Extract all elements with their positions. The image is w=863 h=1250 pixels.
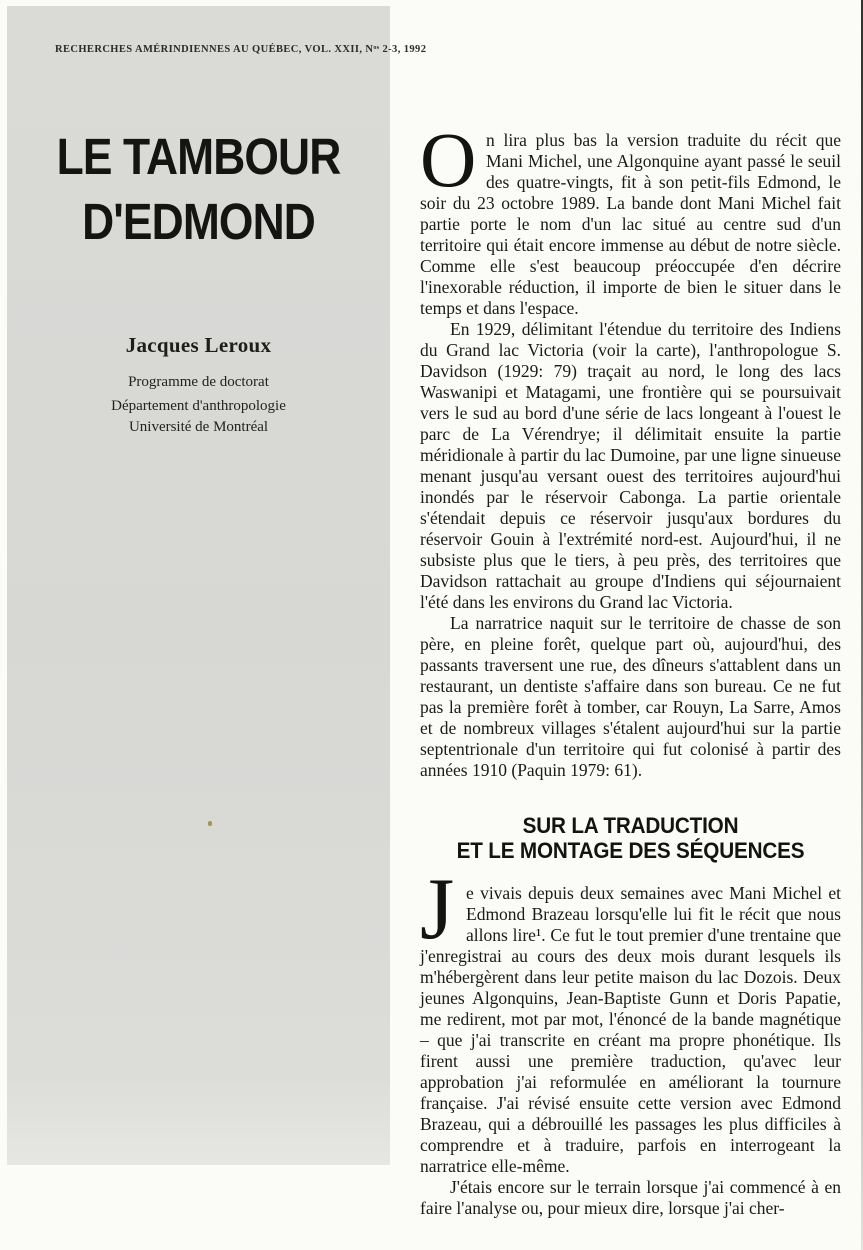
paragraph-narratrice: La narratrice naquit sur le territoire de chasse de son père, en pleine forêt, quelque part où, aujourd'hui, des passants traversent une rue, des dîneurs s'attablent dans un restaurant, un dentiste s'affaire dans son bureau. Ce ne fut pas la première forêt à tomber, car Rouyn, La Sarre, Amos et de nombreux villages s'étalent aujourd'hui sur la partie septentrionale d'un territoire qui fut colonisé à partir des années 1910 (Paquin 1979: 61). xyxy=(420,613,841,780)
section-heading-line2: ET LE MONTAGE DES SÉQUENCES xyxy=(456,838,805,863)
paragraph-traduction-text: e vivais depuis deux semaines avec Mani Michel et Edmond Brazeau lorsqu'elle lui fit le récit que nous allons lire¹. Ce fut le tout premier d'une trentaine que j'enregistrai au cours des deux mois durant lesquels ils m'hébergèrent dans leur petite maison du lac Dozois. Deux jeunes Algonquins, Jean-Baptiste Gunn et Doris Papatie, me redirent, mot par mot, l'énoncé de la bande magnétique – que j'ai transcrite en créant ma propre phonétique. Ils firent aussi une première traduction, qu'avec leur approbation j'ai reformulée en améliorant la tournure française. J'ai révisé ensuite cette version avec Edmond Brazeau, qui a débrouillé les passages les plus difficiles à comprendre et à traduire, parfois en interrogeant la narratrice elle-même. xyxy=(420,883,841,1176)
paragraph-intro xyxy=(420,116,841,319)
author-name: Jacques Leroux xyxy=(125,333,272,357)
article-body xyxy=(420,116,841,1219)
author-university: Université de Montréal xyxy=(128,419,269,435)
author-department: Département d'anthropologie xyxy=(111,398,286,414)
paragraph-terrain: J'étais encore sur le terrain lorsque j'ai commencé à en faire l'analyse ou, pour mieux dire, lorsque j'ai cher- xyxy=(420,1177,841,1218)
paragraph-territory: En 1929, délimitant l'étendue du territoire des Indiens du Grand lac Victoria (voir la carte), l'anthropologue S. Davidson (1929: 79) traçait au nord, le long des lacs Waswanipi et Matagami, une frontière qui se poursuivait vers le sud au bord d'une série de lacs longeant à l'ouest le parc de La Vérendrye; il délimitait ensuite la partie méridionale à partir du lac Dumoine, par une ligne sinueuse menant jusqu'au versant ouest des territoires aujourd'hui inondés par le réservoir Cabonga. La partie orientale s'étendait depuis ce réservoir jusqu'aux bordures du réservoir Gouin à l'extrémité nord-est. Aujourd'hui, il ne subsiste plus que le tiers, à peu près, des territoires que Davidson rattachait au groupe d'Indiens qui séjournaient l'été dans les environs du Grand lac Victoria. xyxy=(420,319,841,612)
author-program: Programme de doctorat xyxy=(128,374,269,390)
article-title xyxy=(32,124,365,254)
running-header: RECHERCHES AMÉRINDIENNES AU QUÉBEC, VOL. XXII, Nᵒˢ 2-3, 1992 xyxy=(55,44,427,55)
article-title-line1: LE TAMBOUR xyxy=(56,128,341,185)
drop-cap-o: O xyxy=(420,116,477,203)
paragraph-intro-text: n lira plus bas la version traduite du récit que Mani Michel, une Algonquine ayant passé le seuil des quatre-vingts, fit à son petit-fils Edmond, le soir du 23 octobre 1989. La bande dont Mani Michel fait partie porte le nom d'un lac situé au centre sud d'un territoire qui était encore immense au début de notre siècle. Comme elle s'est beaucoup préoccupée d'en décrire l'inexorable réduction, il importe de bien le situer dans le temps et dans l'espace. xyxy=(420,130,841,318)
author-affiliation xyxy=(7,396,390,438)
drop-cap-j: J xyxy=(420,861,455,958)
scan-artifact-speck xyxy=(208,821,212,826)
paragraph-traduction xyxy=(420,861,841,1177)
title-panel xyxy=(7,6,427,1165)
section-heading xyxy=(437,813,824,863)
article-title-line2: D'EDMOND xyxy=(82,193,315,250)
section-heading-line1: SUR LA TRADUCTION xyxy=(522,813,739,838)
